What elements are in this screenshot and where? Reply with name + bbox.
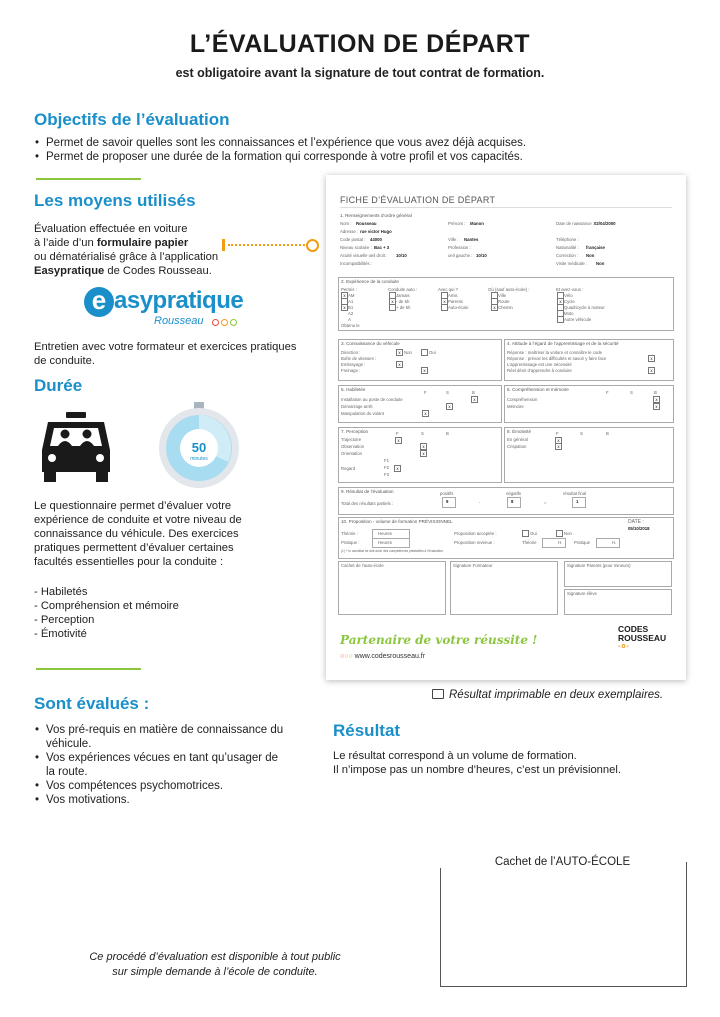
evalues-list [34, 723, 289, 807]
entretien-text: Entretien avec votre formateur et exercices pratiques de conduite. [34, 341, 297, 367]
form-slogan: Partenaire de votre réussite ! [340, 633, 538, 647]
page-subtitle: est obligatoire avant la signature de tout contrat de formation. [175, 66, 545, 80]
logo-dot-icon [230, 319, 237, 326]
list-item: • Vos expériences vécues en tant qu’usager de la route. [34, 751, 289, 779]
page-title: L’ÉVALUATION DE DÉPART [189, 30, 531, 58]
form-section: 8. Émotivité [507, 429, 531, 434]
connector-dot [306, 239, 319, 252]
list-item: • Vos motivations. [34, 793, 289, 807]
stamp-box [440, 862, 687, 987]
form-section: 2. Expérience de la conduite [341, 279, 399, 284]
evalues-heading: Sont évalués : [34, 694, 150, 713]
logo-dot-icon [212, 319, 219, 326]
moyens-text: Évaluation effectuée en voiture à l’aide d’un formulaire papier ou dématérialisé grâce à l’application Easypratique de Codes Rousseau. [34, 223, 219, 277]
list-item: - Habiletés [34, 586, 88, 598]
list-item: • Vos compétences psychomotrices. [34, 779, 289, 793]
form-section: 5. Habiletés [341, 387, 366, 392]
list-item: • Vos pré-requis en matière de connaissance du véhicule. [34, 723, 289, 751]
duree-list [34, 585, 274, 641]
list-item: • Permet de savoir quelles sont les connaissances et l’expérience que vous avez déjà acquises. [34, 136, 694, 150]
objectifs-heading: Objectifs de l’évaluation [34, 110, 230, 129]
form-section: 1. Renseignements d’ordre général [340, 213, 412, 218]
stamp-label: Cachet de l’AUTO-ÉCOLE [440, 856, 685, 868]
timer-unit: minutes [190, 456, 208, 462]
resultat-text: Le résultat correspond à un volume de formation. Il n’impose pas un nombre d’heures, c’est un prévisionnel. [333, 750, 621, 776]
form-section: 7. Perception [341, 429, 369, 434]
list-item: - Perception [34, 614, 95, 626]
duree-heading: Durée [34, 376, 83, 395]
divider [36, 668, 141, 670]
form-section: 4. Attitude à l’égard de l’apprentissage et de la sécurité [507, 341, 619, 346]
printer-icon [432, 689, 444, 699]
list-item: - Compréhension et mémoire [34, 600, 179, 612]
logo-e-icon: e [84, 287, 114, 317]
connector-bar [222, 239, 225, 251]
moyens-heading: Les moyens utilisés [34, 191, 196, 210]
list-item: - Émotivité [34, 628, 87, 640]
car-icon [38, 410, 114, 486]
logo-dot-icon [221, 319, 228, 326]
timer-value: 50 [191, 440, 207, 455]
logo-subtext: Rousseau [154, 315, 204, 327]
objectifs-list [34, 136, 694, 164]
logo-text: asypratique [114, 287, 244, 314]
form-section: 9. Résultat de l’évaluation [341, 489, 394, 494]
resultat-heading: Résultat [333, 721, 401, 740]
easypratique-logo [84, 287, 254, 335]
connector-line [228, 244, 308, 246]
form-title: FICHE D’ÉVALUATION DE DÉPART [340, 195, 496, 205]
availability-note: Ce procédé d’évaluation est disponible à tout public sur simple demande à l’école de conduite. [89, 951, 341, 978]
form-section: 10. Proposition - volume de formation PRÉVISIONNEL [341, 519, 453, 524]
form-section: 6. Compréhension et mémoire [507, 387, 569, 392]
divider [36, 178, 141, 180]
print-note: Résultat imprimable en deux exemplaires. [432, 689, 663, 701]
evaluation-form-preview: FICHE D’ÉVALUATION DE DÉPART 1. Renseignements d’ordre général Nom : Rousseau Prénom : Manon Date de naissance : 02/04/2000 Adresse : rue victor Hugo Code postal : 44000 Ville : Nantes Téléphone : Niveau scolaire : Bac + 3 Profession : Nationalité : française Acuité visuelle oeil droit : 10/10 oeil gauche : 10/10 Correction : Non Incompatibilités : Visite médicale : Non 2. Expérience de la conduite Permis : AM A1 B1 A2 A Obtenu le Conduite auto : Jamais - de 5h + de 5h Avec qui ? Amis Parents Auto-école Où (sauf auto-école) : Ville Route Chemin Et avez-vous : Vélo Cycle Quadricycle à moteur Moto Autre véhicule x x x x x x 3. Connaissance du véhicule Direction : Boîte de vitesses : Embrayage : Freinage : x Non Oui x x 4. Attitude à l’égard de l’apprentissage et de la sécurité Réponse : maîtriser la voiture et connaître le code Réponse : prévoir les difficultés et savoir y faire face L’apprentissage est une nécessité Réel désir d’apprendre à conduire x x 5. Habiletés F S B Installation au poste de conduite Démarrage arrêt Manipulation du volant x x x 6. Compréhension et mémoire F S B Compréhension Mémoire x x 7. Perception F S B Trajectoire Observation Orientation Regard F1 F2 F3 x x x x 8. Émotivité F S B En général Crispation x x 9. Résultat de l’évaluation Total des résultats partiels : positifs 9 - négatifs 8 = résultat final 1 10. Proposition - volume de formation PRÉVISIONNEL DATE : 05/10/2018 Théorie : Heures Pratique : Heures (1) + le candidat ne doit avoir des compétences préalables à l'évaluation. Proposition acceptée : Oui Non Proposition revenue : Théorie H. Pratique H. Cachet de l’auto-école Signature Formateur Signature Parents (pour mineurs) Signature élève Partenaire de votre réussite ! ○○○ www.codesrousseau.fr CODES ROUSSEAU -o- [326, 175, 686, 680]
codes-rousseau-logo: CODES ROUSSEAU -o- [618, 624, 667, 650]
duree-paragraph: Le questionnaire permet d’évaluer votre expérience de conduite et votre niveau de connaissance du véhicule. Des exercices pratiques permettent d’évaluer certaines facultés essentielles pour la conduite : [34, 500, 242, 568]
list-item: • Permet de proposer une durée de la formation qui corresponde à votre profil et vos capacités. [34, 150, 694, 164]
form-url: www.codesrousseau.fr [354, 653, 426, 660]
form-section: 3. Connaissance du véhicule [341, 341, 400, 346]
